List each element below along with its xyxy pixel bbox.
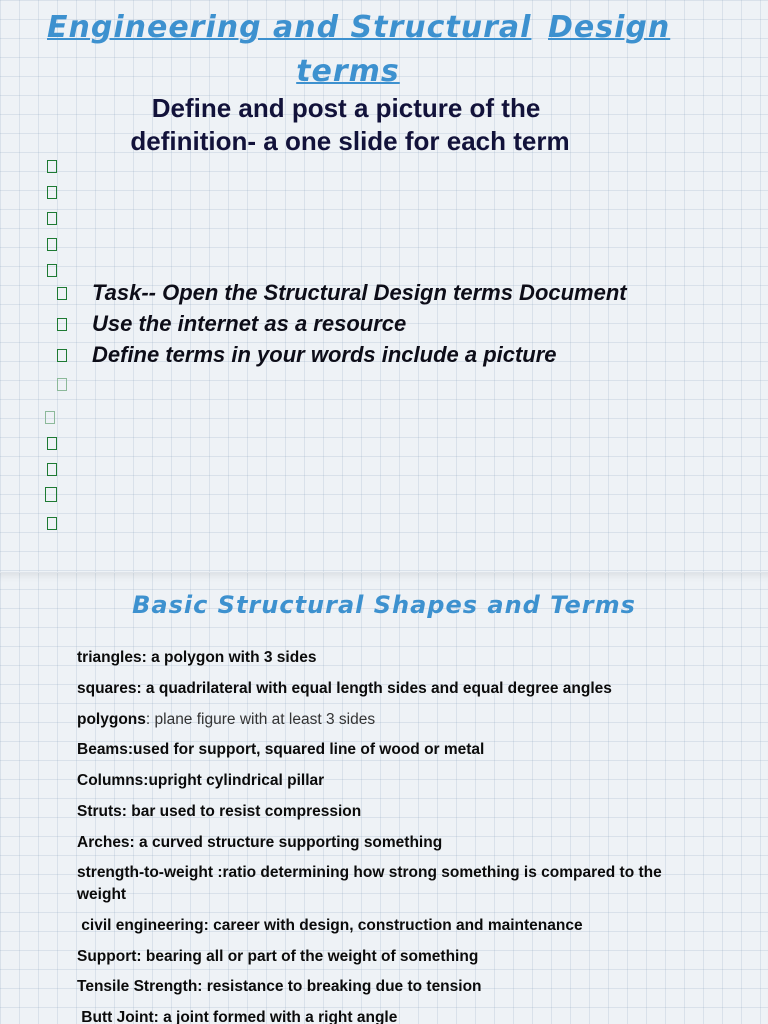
bullet-box-icon — [45, 487, 57, 502]
bullet-box-icon — [47, 264, 57, 277]
term-row: civil engineering: career with design, construction and maintenance — [77, 917, 583, 934]
term-row: Beams:used for support, squared line of wood or metal — [77, 741, 485, 758]
title-part-2: Design — [548, 10, 671, 45]
task-item-2: Use the internet as a resource — [92, 311, 407, 336]
bullet-box-icon — [57, 349, 67, 362]
term-row: triangles: a polygon with 3 sides — [77, 649, 317, 666]
term-row: polygons: plane figure with at least 3 sides — [77, 711, 376, 728]
subtitle-line-1: Define and post a picture of the — [151, 93, 541, 123]
term-row: Support: bearing all or part of the weight of something — [77, 948, 479, 965]
term-row: Tensile Strength: resistance to breaking due to tension — [77, 978, 482, 995]
title-part-3: terms — [296, 54, 400, 89]
title-part-1: Engineering and Structural — [47, 10, 532, 45]
bullet-box-icon — [57, 318, 67, 331]
bullet-box-icon — [47, 238, 57, 251]
slide-2-title: Basic Structural Shapes and Terms — [132, 591, 636, 619]
bullet-box-icon — [47, 517, 57, 530]
bullet-box-icon — [47, 437, 57, 450]
bullet-box-icon — [45, 411, 55, 424]
term-row: strength-to-weight :ratio determining how strong something is compared to the weight — [77, 864, 662, 903]
term-row: Arches: a curved structure supporting something — [77, 834, 443, 851]
bullet-box-icon — [47, 160, 57, 173]
bullet-box-icon — [47, 463, 57, 476]
term-row: Columns:upright cylindrical pillar — [77, 772, 325, 789]
term-row: squares: a quadrilateral with equal length sides and equal degree angles — [77, 680, 612, 697]
slide-2 — [0, 572, 768, 1024]
bullet-box-icon — [47, 186, 57, 199]
subtitle-line-2: definition- a one slide for each term — [130, 126, 570, 156]
slide-title-line-2 — [0, 54, 768, 89]
term-row: Struts: bar used to resist compression — [77, 803, 362, 820]
task-item-3: Define terms in your words include a picture — [92, 342, 557, 367]
term-row: Butt Joint: a joint formed with a right angle — [77, 1009, 398, 1024]
task-item-1: Task-- Open the Structural Design terms Document — [92, 280, 627, 305]
bullet-box-icon — [57, 287, 67, 300]
bullet-box-icon — [47, 212, 57, 225]
bullet-box-icon — [57, 378, 67, 391]
